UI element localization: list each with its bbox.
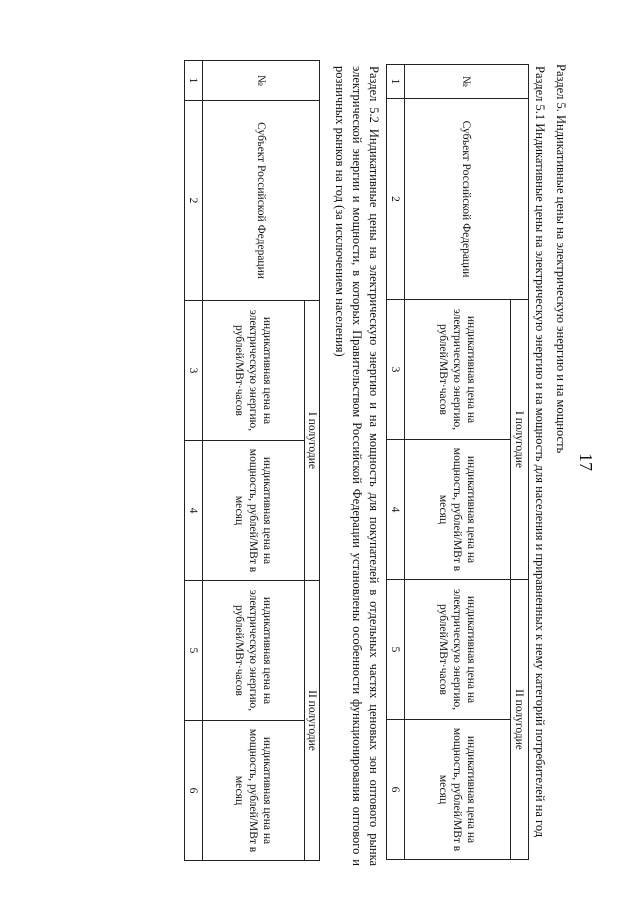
column-number: 2 [185, 101, 203, 301]
table-5-2 [184, 60, 320, 861]
section-5-2-title: Раздел 5.2 Индикативные цены на электрическую энергию и на мощность для покупателей в отдельных частях ценовых зон оптового рынка электрической энергии и мощности, в которых Правительством Российской Федерации установлены особенности функционирования оптового и розничных рынков на год (за исключением населения) [333, 66, 381, 866]
column-number: 6 [387, 720, 405, 860]
header-no: № [203, 61, 320, 101]
header-half-2: II полугодие [305, 581, 320, 861]
column-number: 5 [387, 580, 405, 720]
header-subject: Субъект Российской Федерации [203, 101, 320, 301]
header-power-price: индикативная цена на мощность, рублей/МВт в месяц [405, 720, 511, 860]
header-half-1: I полугодие [511, 300, 529, 580]
page-number: 17 [576, 453, 596, 471]
header-power-price: индикативная цена на мощность, рублей/МВт в месяц [203, 441, 305, 581]
table-5-1 [386, 64, 529, 860]
column-number: 2 [387, 99, 405, 300]
column-number: 1 [185, 61, 203, 101]
column-number: 3 [387, 300, 405, 440]
column-number: 6 [185, 721, 203, 861]
header-power-price: индикативная цена на мощность, рублей/МВт в месяц [405, 440, 511, 580]
section-5-1-title: Раздел 5.1 Индикативные цены на электрическую энергию и на мощность для населения и приравненных к нему категорий потребителей на год [533, 66, 547, 838]
header-energy-price: индикативная цена на электрическую энергию, рублей/МВт·часов [203, 581, 305, 721]
header-power-price: индикативная цена на мощность, рублей/МВт в месяц [203, 721, 305, 861]
header-subject: Субъект Российской Федерации [405, 99, 529, 300]
header-energy-price: индикативная цена на электрическую энергию, рублей/МВт·часов [405, 300, 511, 440]
column-number: 4 [387, 440, 405, 580]
section-5-title: Раздел 5. Индикативные цены на электрическую энергию и на мощность [554, 64, 568, 454]
header-energy-price: индикативная цена на электрическую энергию, рублей/МВт·часов [405, 580, 511, 720]
column-number: 4 [185, 441, 203, 581]
header-half-1: I полугодие [305, 301, 320, 581]
column-number: 1 [387, 65, 405, 99]
header-no: № [405, 65, 529, 99]
column-number: 5 [185, 581, 203, 721]
header-energy-price: индикативная цена на электрическую энергию, рублей/МВт·часов [203, 301, 305, 441]
header-half-2: II полугодие [511, 580, 529, 860]
column-number: 3 [185, 301, 203, 441]
